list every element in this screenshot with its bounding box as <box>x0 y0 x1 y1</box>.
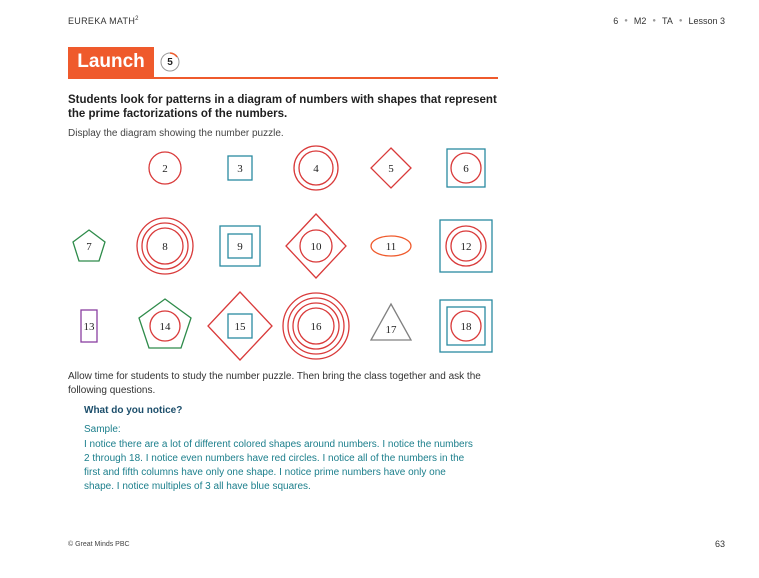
svg-text:16: 16 <box>310 321 322 333</box>
display-instruction: Display the diagram showing the number puzzle. <box>68 128 284 139</box>
topic-label: TA <box>662 16 673 26</box>
svg-text:9: 9 <box>237 241 243 253</box>
puzzle-cell-5 <box>371 148 411 188</box>
puzzle-cell-9 <box>220 226 260 266</box>
puzzle-cell-6 <box>447 149 485 187</box>
copyright: © Great Minds PBC <box>68 541 130 548</box>
timer-icon <box>160 52 180 72</box>
puzzle-cell-18 <box>440 300 492 352</box>
puzzle-cell-8 <box>137 218 193 274</box>
puzzle-cell-15 <box>208 292 272 360</box>
sample-line: I notice there are a lot of different colored shapes around numbers. I notice the numbers <box>84 439 473 450</box>
svg-text:6: 6 <box>463 163 469 175</box>
puzzle-cell-13 <box>81 310 97 342</box>
discussion-question: What do you notice? <box>84 405 183 416</box>
svg-text:4: 4 <box>313 163 319 175</box>
series-title: EUREKA MATH$^2$ <box>68 16 139 26</box>
lesson-breadcrumb <box>613 16 725 26</box>
svg-text:11: 11 <box>385 241 397 253</box>
section-minutes: 5 <box>167 56 173 68</box>
puzzle-cell-7 <box>73 230 105 261</box>
puzzle-cell-11 <box>371 236 411 256</box>
section-rule <box>68 77 498 79</box>
puzzle-cell-3 <box>228 156 252 180</box>
sample-line: shape. I notice multiples of 3 all have blue squares. <box>84 481 311 492</box>
svg-text:13: 13 <box>83 321 95 333</box>
allow-time-text: Allow time for students to study the number puzzle. Then bring the class together and ask the following questions. <box>68 371 481 396</box>
separator-dot: ● <box>624 18 628 24</box>
puzzle-cell-2 <box>149 152 181 184</box>
svg-text:3: 3 <box>237 163 243 175</box>
puzzle-cell-12 <box>440 220 492 272</box>
number-puzzle-diagram <box>0 140 759 365</box>
puzzle-cell-4 <box>294 146 338 190</box>
sample-response <box>84 438 504 494</box>
svg-text:14: 14 <box>159 321 171 333</box>
puzzle-cell-10 <box>286 214 346 278</box>
grade-label: 6 <box>613 16 619 26</box>
svg-text:10: 10 <box>310 241 322 253</box>
puzzle-cell-16 <box>283 293 349 359</box>
svg-text:2: 2 <box>162 163 168 175</box>
svg-text:8: 8 <box>162 241 168 253</box>
intro-text: Students look for patterns in a diagram of numbers with shapes that represent the prime factorizations of the numbers. <box>68 94 497 120</box>
separator-dot: ● <box>678 18 683 24</box>
sample-line: 2 through 18. I notice even numbers have red circles. I notice all of the numbers in the <box>84 453 465 464</box>
puzzle-cell-14 <box>139 299 191 348</box>
svg-text:17: 17 <box>385 324 397 336</box>
svg-text:18: 18 <box>460 321 472 333</box>
svg-text:5: 5 <box>388 163 394 175</box>
puzzle-cell-17 <box>371 304 411 340</box>
lesson-label: Lesson 3 <box>688 16 725 26</box>
sample-label: Sample: <box>84 424 121 435</box>
svg-text:12: 12 <box>460 241 472 253</box>
svg-text:7: 7 <box>86 241 92 253</box>
section-title: Launch <box>68 47 154 77</box>
separator-dot: ● <box>652 18 656 24</box>
svg-text:15: 15 <box>234 321 246 333</box>
page-number: 63 <box>714 539 725 549</box>
sample-line: first and fifth columns have only one shape. I notice prime numbers have only one <box>84 467 446 478</box>
module-label: M2 <box>633 16 647 26</box>
